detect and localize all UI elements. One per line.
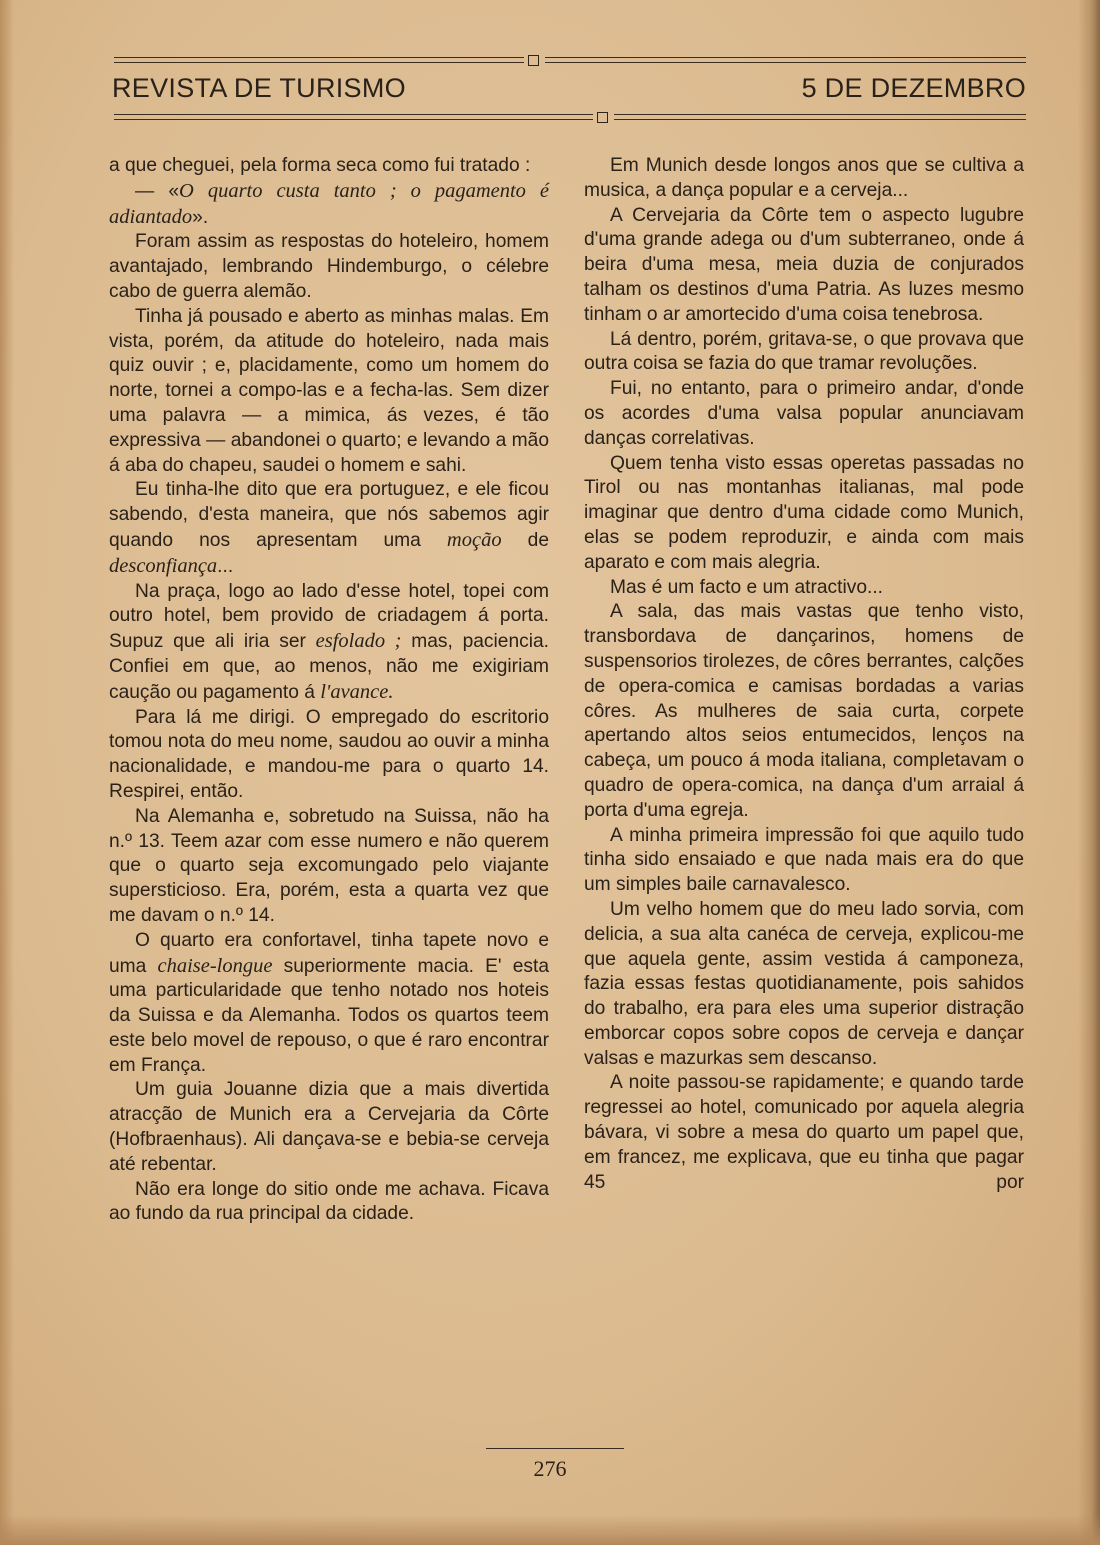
italic-text: l'avance.	[320, 680, 394, 703]
paragraph	[584, 328, 1024, 378]
text-run: Em Munich desde longos anos que se cultiva a musica, a dança popular e a cerveja...	[584, 155, 1024, 201]
text-run: Mas é um facto e um atractivo...	[610, 576, 883, 598]
page-edge-shadow	[1078, 0, 1100, 1545]
paragraph	[109, 1078, 549, 1177]
right-column	[584, 154, 1024, 1195]
text-run: A Cervejaria da Côrte tem o aspecto lugubre d'uma grande adega ou d'um subterraneo, onde á beira d'uma mesa, meia duzia de conjurados talham os destinos d'uma Patria. As luzes mesmo tinham o ar amortecido d'uma coisa tenebrosa.	[584, 204, 1024, 325]
italic-text: esfolado ;	[315, 630, 402, 653]
text-run: A minha primeira impressão foi que aquilo tudo tinha sido ensaiado e que nada mais era do que um simples baile carnavalesco.	[584, 824, 1024, 896]
text-run: Lá dentro, porém, gritava-se, o que provava que outra coisa se fazia do que tramar revoluções.	[584, 328, 1024, 375]
header-ornament	[528, 55, 539, 66]
text-run: ...	[217, 555, 234, 577]
text-run: Na Alemanha e, sobretudo na Suissa, não ha n.º 13. Teem azar com esse numero e não querem que o quarto seja excomungado pelo viajante supersticioso. Era, porém, esta a quarta vez que me davam o n.º 14.	[109, 805, 549, 926]
text-run: Tinha já pousado e aberto as minhas malas. Em vista, porém, da atitude do hoteleiro, nada mais quiz ouvir ; e, placidamente, como um homem do norte, tornei a compo-las e a fecha-las. Sem dizer uma palavra — a mimica, ás vezes, é tão expressiva — abandonei o quarto; e levando a mão á aba do chapeu, saudei o homem e sahi.	[109, 305, 549, 476]
text-run: superiormente macia. E' esta uma particularidade que tenho notado nos hoteis da Suissa e da Alemanha. Todos os quartos teem este belo movel de repouso, o que é raro encontrar em França.	[109, 955, 549, 1076]
header-ornament	[597, 112, 608, 123]
text-run: Um guia Jouanne dizia que a mais divertida atracção de Munich era a Cervejaria da Côrte (Hofbraenhaus). Ali dançava-se e bebia-se cerveja até rebentar.	[109, 1079, 549, 1175]
paragraph	[584, 204, 1024, 328]
paragraph	[109, 1178, 549, 1228]
paragraph	[109, 580, 549, 706]
paragraph	[584, 824, 1024, 898]
paragraph	[109, 154, 549, 179]
page-number: 276	[533, 1456, 567, 1481]
text-run: ».	[192, 206, 209, 228]
paragraph	[584, 600, 1024, 823]
paragraph	[584, 154, 1024, 204]
header-rule-bottom-left	[114, 114, 593, 120]
text-run: Foram assim as respostas do hoteleiro, homem avantajado, lembrando Hindemburgo, o célebre cabo de guerra alemão.	[109, 231, 549, 302]
paragraph	[584, 576, 1024, 601]
paragraph	[109, 478, 549, 579]
text-run: mas, paciencia. Confiei em que, ao menos, não me exigiriam caução ou pagamento á	[109, 631, 549, 703]
page-edge-shadow	[0, 0, 14, 1545]
paragraph	[584, 898, 1024, 1072]
header-rule-top-right	[545, 57, 1026, 63]
running-header-title: REVISTA DE TURISMO	[112, 73, 406, 103]
paragraph	[109, 179, 549, 231]
paragraph	[584, 1071, 1024, 1195]
italic-text: O quarto custa tanto ; o pagamento é adiantado	[109, 179, 549, 228]
page-edge-shadow	[0, 1515, 1100, 1545]
paragraph	[109, 305, 549, 479]
header-rule-top-left	[114, 57, 524, 63]
text-run: O quarto era confortavel, tinha tapete novo e uma	[109, 929, 549, 977]
footer-rule	[486, 1448, 624, 1449]
paragraph	[109, 230, 549, 304]
text-run: de	[501, 529, 549, 551]
paragraph	[109, 805, 549, 929]
paragraph	[584, 452, 1024, 576]
paragraph	[109, 929, 549, 1079]
text-run: Um velho homem que do meu lado sorvia, com delicia, a sua alta canéca de cerveja, explicou-me que aquela gente, assim vestida á camponeza, fazia essas festas quotidianamente, pois sahidos do trabalho, era para eles uma superior distração emborcar copos sobre copos de cerveja e dançar valsas e mazurkas sem descanso.	[584, 898, 1024, 1069]
paragraph	[109, 706, 549, 805]
header-rule-bottom-right	[614, 114, 1026, 120]
italic-text: chaise-longue	[157, 954, 273, 977]
italic-text: desconfiança	[109, 554, 218, 577]
text-run: — «	[135, 180, 180, 202]
italic-text: moção	[446, 528, 502, 551]
text-run: A sala, das mais vastas que tenho visto, transbordava de dançarinos, homens de suspensorios tirolezes, de côres berrantes, calções de opera-comica e camisas bordadas a varias côres. As mulheres de saia curta, corpete apertando altos seios entumecidos, lenços na cabeça, um pouco á moda italiana, completavam o quadro de opera-comica, na dança d'um arraial á porta d'uma egreja.	[584, 601, 1024, 821]
text-run: A noite passou-se rapidamente; e quando tarde regressei ao hotel, comunicado por aquela alegria bávara, vi sobre a mesa do quarto um papel que, em francez, me explicava, que eu tinha que pagar 45 por	[584, 1072, 1024, 1193]
text-run: Na praça, logo ao lado d'esse hotel, topei com outro hotel, bem provido de criadagem á porta. Supuz que ali iria ser	[109, 580, 549, 653]
text-run: Fui, no entanto, para o primeiro andar, d'onde os acordes d'uma valsa popular anunciavam danças correlativas.	[584, 378, 1024, 449]
text-run: Eu tinha-lhe dito que era portuguez, e ele ficou sabendo, d'esta maneira, que nós sabemos agir quando nos apresentam uma	[109, 479, 549, 551]
paragraph	[584, 377, 1024, 451]
running-header-date: 5 DE DEZEMBRO	[801, 73, 1026, 103]
text-run: Não era longe do sitio onde me achava. Ficava ao fundo da rua principal da cidade.	[109, 1178, 549, 1225]
left-column	[109, 154, 549, 1227]
text-run: Quem tenha visto essas operetas passadas no Tirol ou nas montanhas italianas, mal pode imaginar que dentro d'uma cidade como Munich, elas se podem reproduzir, e ainda com mais aparato e com mais alegria.	[584, 452, 1024, 573]
text-run: Para lá me dirigi. O empregado do escritorio tomou nota do meu nome, saudou ao ouvir a minha nacionalidade, e mandou-me para o quarto 14. Respirei, então.	[109, 706, 549, 802]
text-run: a que cheguei, pela forma seca como fui tratado :	[109, 155, 531, 176]
